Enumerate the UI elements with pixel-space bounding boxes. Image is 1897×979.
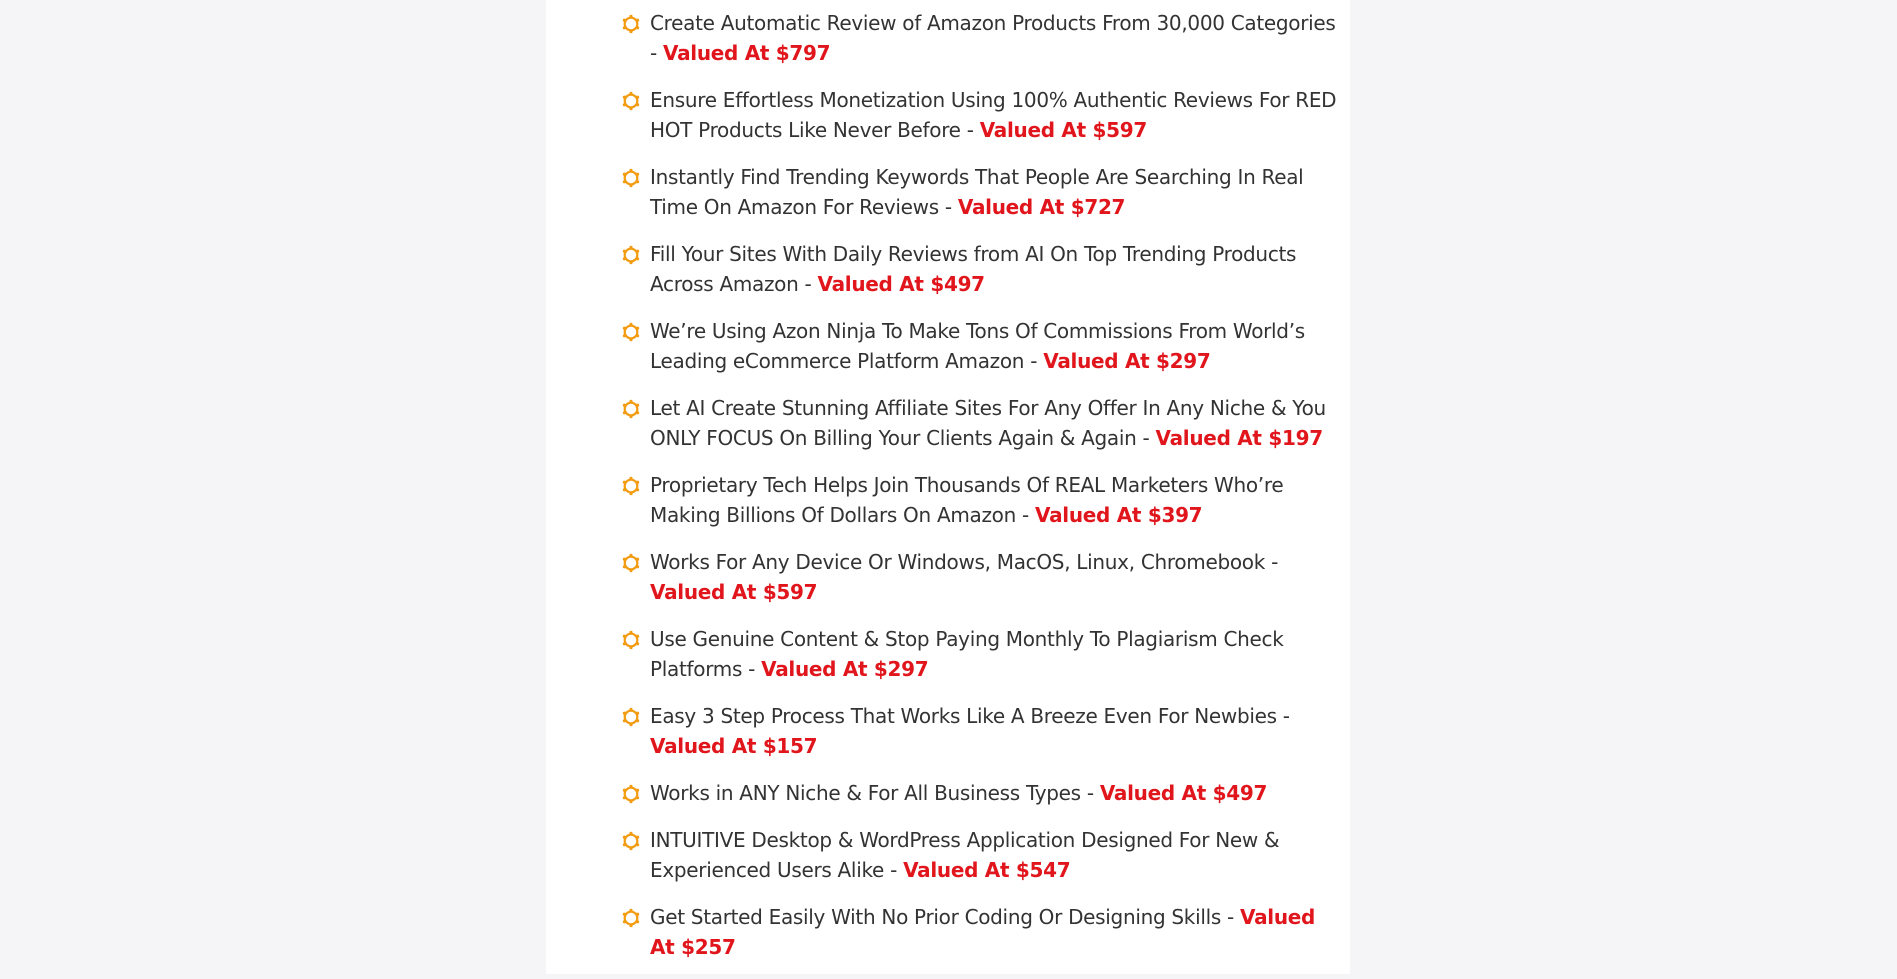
- sun-gear-icon: [621, 245, 641, 265]
- list-item: [621, 316, 1341, 376]
- sun-gear-icon: [621, 630, 641, 650]
- sun-gear-icon: [621, 707, 641, 727]
- feature-text: Fill Your Sites With Daily Reviews from AI On Top Trending Products Across Amazon -: [650, 242, 1297, 296]
- feature-value: Valued At $497: [1099, 781, 1268, 805]
- feature-text: Ensure Effortless Monetization Using 100% Authentic Reviews For RED HOT Products Like Never Before -: [650, 88, 1337, 142]
- sun-gear-icon: [621, 476, 641, 496]
- list-item: [621, 162, 1341, 222]
- list-item: [621, 825, 1341, 885]
- feature-value: Valued At $297: [761, 657, 929, 681]
- list-item: [621, 701, 1341, 761]
- feature-value: Valued At $727: [957, 195, 1126, 219]
- sun-gear-icon: [621, 322, 641, 342]
- sun-gear-icon: [621, 399, 641, 419]
- feature-text: Works in ANY Niche & For All Business Types -: [650, 781, 1094, 805]
- feature-text: Easy 3 Step Process That Works Like A Breeze Even For Newbies -: [650, 704, 1290, 728]
- list-item: [621, 470, 1341, 530]
- feature-value: Valued At $797: [662, 41, 831, 65]
- feature-value: Valued At $497: [817, 272, 985, 296]
- feature-list: [621, 8, 1341, 979]
- feature-text: Create Automatic Review of Amazon Products From 30,000 Categories -: [650, 11, 1336, 65]
- feature-value: Valued At $597: [650, 580, 818, 604]
- feature-text: Get Started Easily With No Prior Coding Or Designing Skills -: [650, 905, 1234, 929]
- list-item: [621, 239, 1341, 299]
- feature-text: We’re Using Azon Ninja To Make Tons Of Commissions From World’s Leading eCommerce Platform Amazon -: [650, 319, 1305, 373]
- list-item: [621, 547, 1341, 607]
- sun-gear-icon: [621, 831, 641, 851]
- content-panel: [546, 0, 1350, 974]
- feature-text: Proprietary Tech Helps Join Thousands Of REAL Marketers Who’re Making Billions Of Dollars On Amazon -: [650, 473, 1284, 527]
- sun-gear-icon: [621, 14, 641, 34]
- feature-text: Let AI Create Stunning Affiliate Sites For Any Offer In Any Niche & You ONLY FOCUS On Billing Your Clients Again & Again -: [650, 396, 1326, 450]
- sun-gear-icon: [621, 908, 641, 928]
- feature-text: Use Genuine Content & Stop Paying Monthly To Plagiarism Check Platforms -: [650, 627, 1284, 681]
- sun-gear-icon: [621, 168, 641, 188]
- feature-value: Valued At $397: [1035, 503, 1203, 527]
- feature-text: INTUITIVE Desktop & WordPress Application Designed For New & Experienced Users Alike -: [650, 828, 1280, 882]
- feature-text: Instantly Find Trending Keywords That People Are Searching In Real Time On Amazon For Reviews -: [650, 165, 1304, 219]
- sun-gear-icon: [621, 784, 641, 804]
- list-item: [621, 85, 1341, 145]
- feature-text: Works For Any Device Or Windows, MacOS, Linux, Chromebook -: [650, 550, 1278, 574]
- sun-gear-icon: [621, 91, 641, 111]
- list-item: [621, 393, 1341, 453]
- feature-value: Valued At $547: [903, 858, 1071, 882]
- sun-gear-icon: [621, 553, 641, 573]
- feature-value: Valued At $157: [650, 734, 818, 758]
- list-item: [621, 902, 1341, 962]
- list-item: [621, 778, 1341, 808]
- list-item: [621, 624, 1341, 684]
- feature-value: Valued At $597: [979, 118, 1148, 142]
- list-item: [621, 8, 1341, 68]
- feature-value: Valued At $257: [650, 905, 1316, 959]
- feature-value: Valued At $197: [1155, 426, 1323, 450]
- feature-value: Valued At $297: [1043, 349, 1211, 373]
